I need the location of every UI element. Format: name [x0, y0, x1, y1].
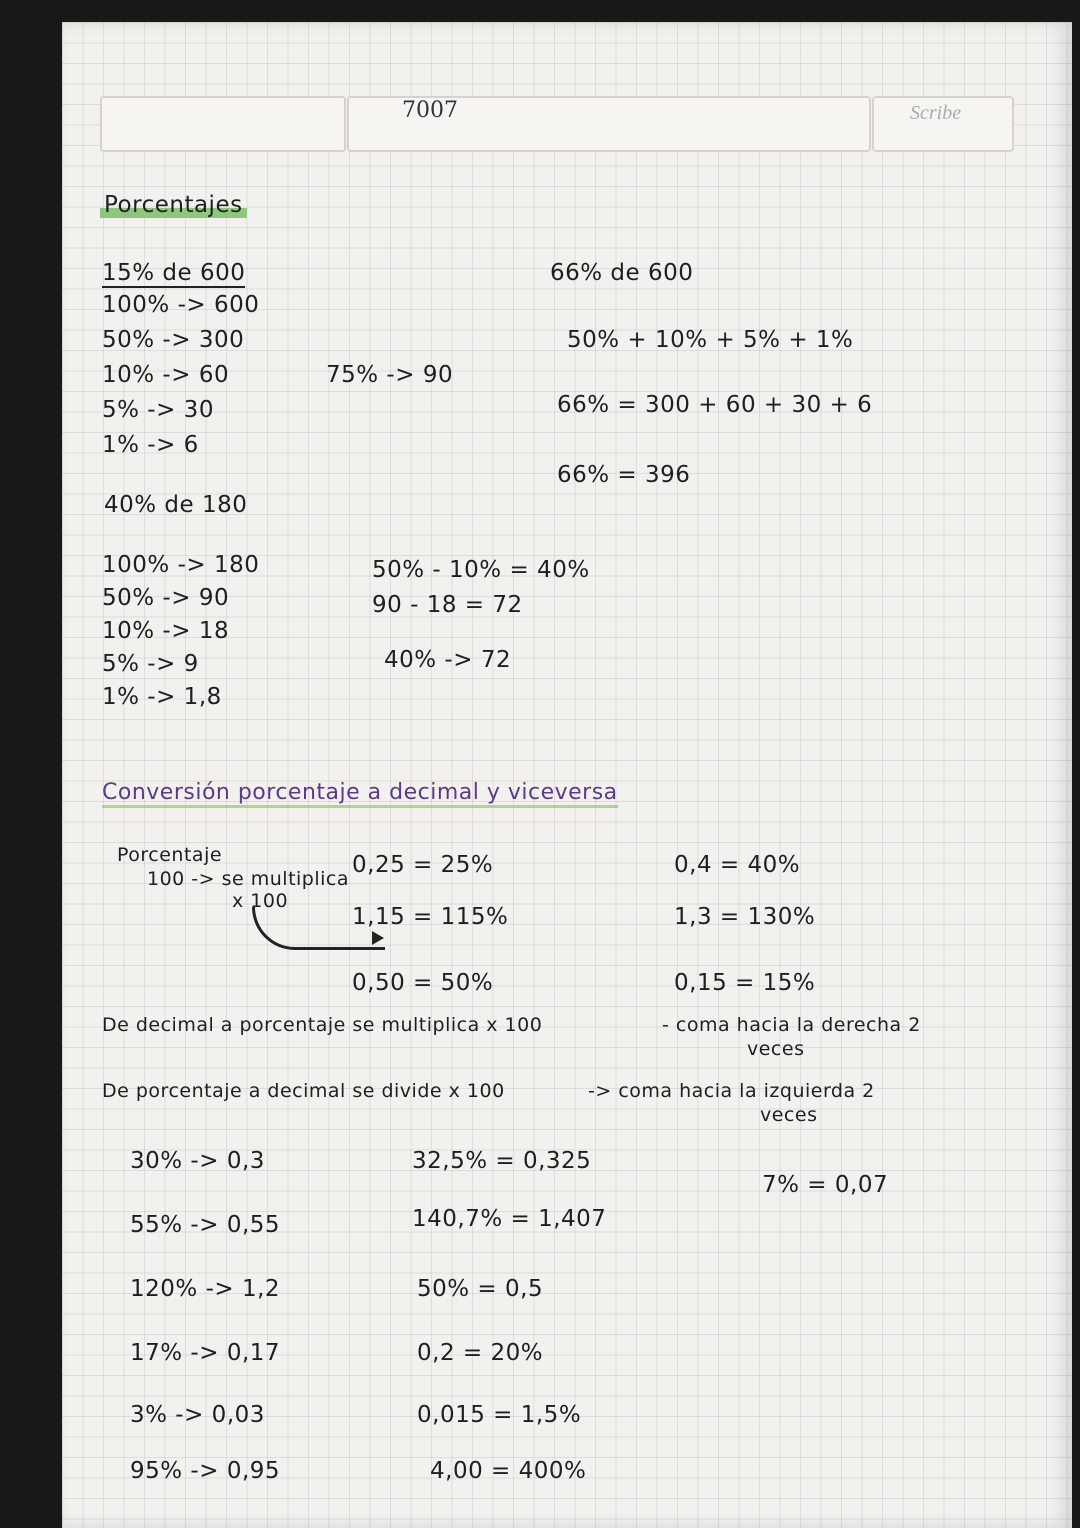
- conversion-example: 0,25 = 25%: [352, 852, 494, 878]
- rule-decimal-to-percent-note: - coma hacia la derecha 2: [662, 1014, 921, 1036]
- example3-line: 5% -> 9: [102, 651, 199, 677]
- conversion-example: 1,15 = 115%: [352, 904, 509, 930]
- header-page-number: 7007: [402, 98, 458, 123]
- example1-result: 75% -> 90: [326, 362, 454, 388]
- example3-line: 10% -> 18: [102, 618, 230, 644]
- example3-result: 40% -> 72: [384, 647, 512, 673]
- section-title: Porcentajes: [100, 192, 247, 218]
- example1-line: 50% -> 300: [102, 327, 245, 353]
- notebook-page: [62, 22, 1072, 1528]
- conversion-row: 0,015 = 1,5%: [417, 1402, 582, 1428]
- example3-calc: 90 - 18 = 72: [372, 592, 523, 618]
- rule-percent-to-decimal: De porcentaje a decimal se divide x 100: [102, 1080, 505, 1102]
- rule-percent-to-decimal-note: -> coma hacia la izquierda 2: [588, 1080, 875, 1102]
- conversion-example: 0,50 = 50%: [352, 970, 494, 996]
- conversion-example: 0,4 = 40%: [674, 852, 801, 878]
- rule-decimal-to-percent-cont: veces: [747, 1038, 805, 1060]
- conversion-row: 30% -> 0,3: [130, 1148, 265, 1174]
- section-subtitle: Conversión porcentaje a decimal y viceversa: [102, 780, 618, 808]
- example1-line: 5% -> 30: [102, 397, 214, 423]
- example3-heading: 40% de 180: [104, 492, 248, 518]
- example3-calc: 50% - 10% = 40%: [372, 557, 590, 583]
- rule-decimal-to-percent: De decimal a porcentaje se multiplica x 100: [102, 1014, 543, 1036]
- conversion-row: 50% = 0,5: [417, 1276, 544, 1302]
- rule-percent-to-decimal-cont: veces: [760, 1104, 818, 1126]
- conversion-example: 0,15 = 15%: [674, 970, 816, 996]
- example1-line: 100% -> 600: [102, 292, 260, 318]
- conversion-row: 7% = 0,07: [762, 1172, 889, 1198]
- example2-result: 66% = 396: [557, 462, 691, 488]
- conversion-row: 4,00 = 400%: [430, 1458, 587, 1484]
- note-line: 100 -> se multiplica: [147, 868, 350, 890]
- pen-arrow-head: [372, 931, 384, 945]
- conversion-row: 55% -> 0,55: [130, 1212, 281, 1238]
- conversion-row: 140,7% = 1,407: [412, 1206, 607, 1232]
- example3-line: 1% -> 1,8: [102, 684, 222, 710]
- example1-line: 1% -> 6: [102, 432, 199, 458]
- conversion-row: 95% -> 0,95: [130, 1458, 281, 1484]
- brand-logo: Scribe: [910, 102, 962, 124]
- example1-heading: 15% de 600: [102, 260, 246, 286]
- header-box-left: [100, 96, 346, 152]
- conversion-example: 1,3 = 130%: [674, 904, 816, 930]
- note-times: x 100: [232, 890, 289, 912]
- note-label: Porcentaje: [117, 844, 223, 866]
- example3-line: 50% -> 90: [102, 585, 230, 611]
- conversion-row: 17% -> 0,17: [130, 1340, 281, 1366]
- conversion-row: 32,5% = 0,325: [412, 1148, 592, 1174]
- conversion-row: 120% -> 1,2: [130, 1276, 281, 1302]
- example2-sum: 66% = 300 + 60 + 30 + 6: [557, 392, 873, 418]
- example2-heading: 66% de 600: [550, 260, 694, 286]
- conversion-row: 3% -> 0,03: [130, 1402, 265, 1428]
- example3-line: 100% -> 180: [102, 552, 260, 578]
- example2-breakdown: 50% + 10% + 5% + 1%: [567, 327, 854, 353]
- conversion-row: 0,2 = 20%: [417, 1340, 544, 1366]
- example1-line: 10% -> 60: [102, 362, 230, 388]
